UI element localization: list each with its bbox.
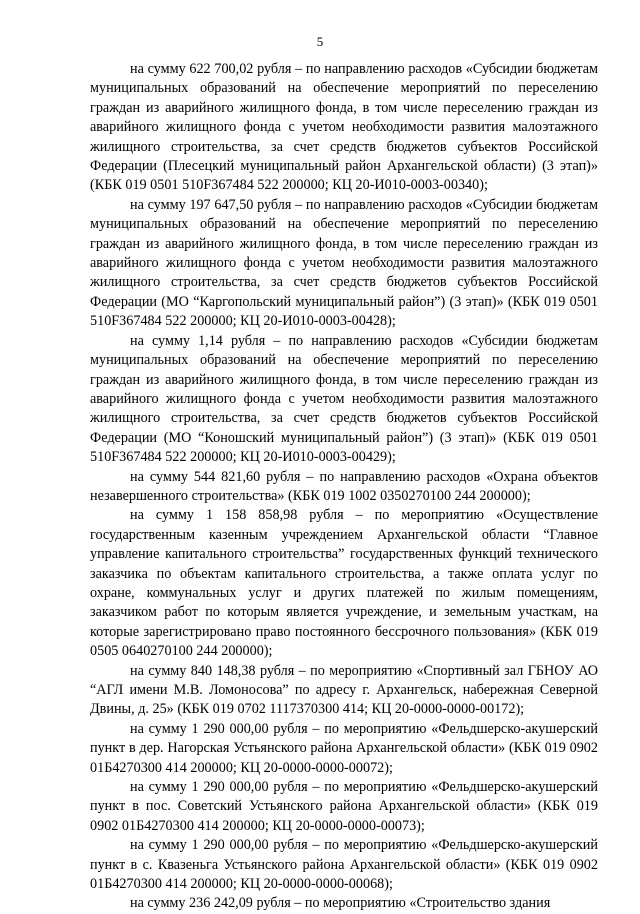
paragraph-building-construction: на сумму 236 242,09 рубля – по мероприятию «Строительство здания [130, 895, 551, 912]
paragraph-subsidy-konosha: на сумму 1,14 рубля – по направлению расходов «Субсидии бюджетам муниципальных образований на обеспечение мероприятий по переселению граждан из аварийного жилищного фонда, в том числе переселению граждан из аварийного жилищного фонда с учетом необходимости развития малоэтажного жилищного строительства, за счет средств бюджетов субъектов Российской Федерации (МО “Коношский муниципальный район”) (3 этап)» (КБК 019 0501 510F367484 522 200000; КЦ 20-И010-0003-00429); [90, 332, 598, 466]
paragraph-unfinished-construction-security: на сумму 544 821,60 рубля – по направлению расходов «Охрана объектов незавершенного строительства» (КБК 019 1002 0350270100 244 200000); [90, 468, 598, 504]
paragraph-sports-hall: на сумму 840 148,38 рубля – по мероприятию «Спортивный зал ГБНОУ АО “АГЛ имени М.В. Ломоносова” по адресу г. Архангельск, набережная Северной Двины, д. 25» (КБК 019 0702 1117370300 414; КЦ 20-0000-0000-00172); [90, 662, 598, 718]
paragraph-technical-customer-functions: на сумму 1 158 858,98 рубля – по мероприятию «Осуществление государственным казенным учреждением Архангельской области “Главное управление капитального строительства” государственных функций технического заказчика по объектам капитального строительства, а также оплата услуг по охране, коммунальных услуг и других платежей по жилым помещениям, заказчиком работ по которым является учреждение, и земельным участкам, на которые зарегистрировано право постоянного бессрочного пользования» (КБК 019 0505 0640270100 244 200000); [90, 507, 598, 660]
paragraph-medical-station-kvazenga: на сумму 1 290 000,00 рубля – по мероприятию «Фельдшерско-акушерский пункт в с. Квазеньга Устьянского района Архангельской области» (КБК 019 0902 01Б4270300 414 200000; КЦ 20-0000-0000-00068); [90, 837, 598, 893]
paragraph-subsidy-plesetsk: на сумму 622 700,02 рубля – по направлению расходов «Субсидии бюджетам муниципальных образований на обеспечение мероприятий по переселению граждан из аварийного жилищного фонда, в том числе переселению граждан из аварийного жилищного фонда с учетом необходимости развития малоэтажного жилищного строительства, за счет средств бюджетов субъектов Российской Федерации (Плесецкий муниципальный район Архангельской области) (3 этап)» (КБК 019 0501 510F367484 522 200000; КЦ 20-И010-0003-00340); [90, 61, 598, 194]
paragraph-subsidy-kargopol: на сумму 197 647,50 рубля – по направлению расходов «Субсидии бюджетам муниципальных образований на обеспечение мероприятий по переселению граждан из аварийного жилищного фонда, в том числе переселению граждан из аварийного жилищного фонда с учетом необходимости развития малоэтажного жилищного строительства, за счет средств бюджетов субъектов Российской Федерации (МО “Каргопольский муниципальный район”) (3 этап)» (КБК 019 0501 510F367484 522 200000; КЦ 20-И010-0003-00428); [90, 196, 598, 330]
page-number: 5 [316, 34, 324, 49]
paragraph-medical-station-nagorskaya: на сумму 1 290 000,00 рубля – по мероприятию «Фельдшерско-акушерский пункт в дер. Нагорская Устьянского района Архангельской области» (КБК 019 0902 01Б4270300 414 200000; КЦ 20-0000-0000-00072); [90, 720, 598, 776]
document-body [90, 60, 598, 914]
paragraph-medical-station-sovetsky: на сумму 1 290 000,00 рубля – по мероприятию «Фельдшерско-акушерский пункт в пос. Советский Устьянского района Архангельской области» (КБК 019 0902 01Б4270300 414 200000; КЦ 20-0000-0000-00073); [90, 779, 598, 834]
